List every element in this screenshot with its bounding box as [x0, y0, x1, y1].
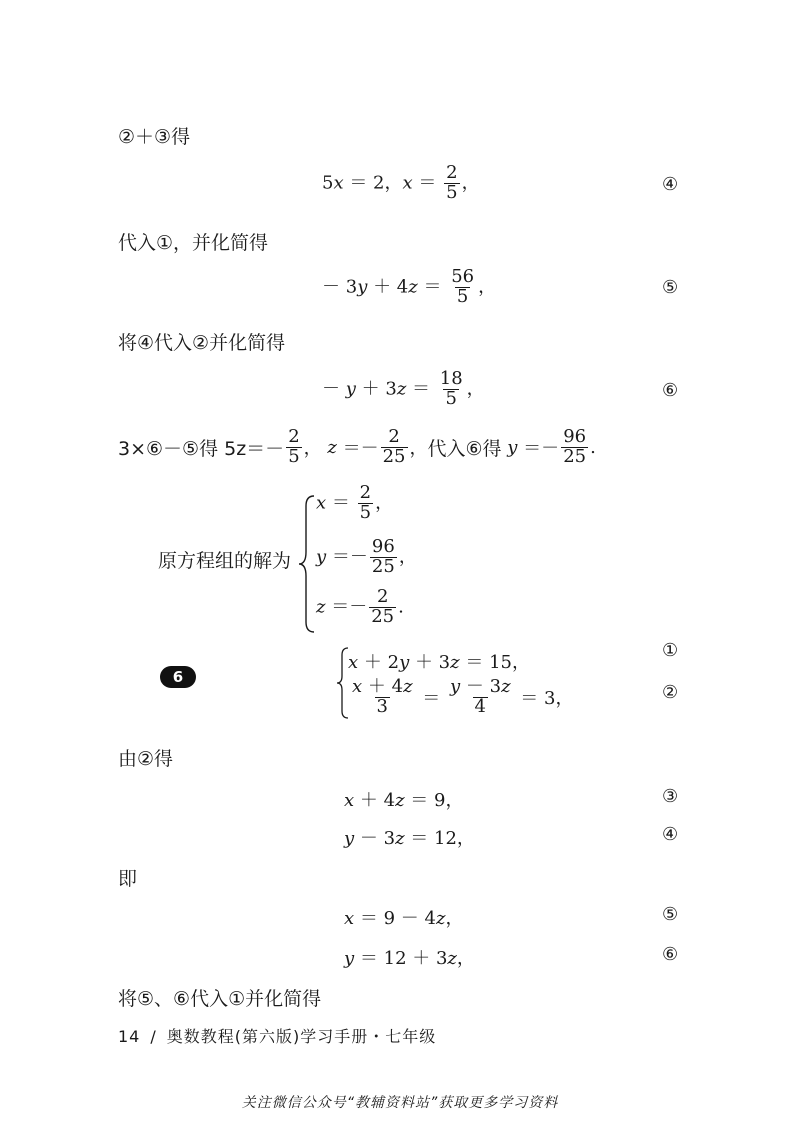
- equation-6: － y ＋ 3z ＝ $\frac{18}{5}$ ，: [322, 368, 485, 409]
- problem-number-badge: 6: [160, 666, 196, 688]
- equation-marker-b3: ③: [662, 786, 679, 807]
- system-eq-1: x ＋ 2y ＋ 3z ＝ 15，: [348, 652, 530, 673]
- text-line-5: 由②得: [118, 748, 174, 770]
- solution-z: z ＝－ $\frac{2}{25}$ .: [316, 586, 404, 627]
- text-line-4-mid: 代入⑥得: [427, 437, 502, 460]
- equation-5: － 3y ＋ 4z ＝ $\frac{56}{5}$ ，: [322, 266, 497, 307]
- equation-4: 5x ＝ 2，x ＝ $\frac{2}{5}$ ，: [322, 162, 480, 203]
- equation-marker-6: ⑥: [662, 380, 679, 401]
- solution-label: 原方程组的解为: [158, 550, 292, 572]
- system-marker-1: ①: [662, 640, 679, 661]
- page-number: 14: [118, 1027, 141, 1046]
- solution-x: x ＝ $\frac{2}{5}$ ，: [316, 482, 394, 523]
- text-line-4: 3×⑥－⑤得 5z＝－ $\frac{2}{5}$ ， z ＝－ $\frac{2}{25}$ ， 代入⑥得 y ＝－ $\frac{96}{25}$ .: [118, 426, 596, 467]
- equation-marker-b4: ④: [662, 824, 679, 845]
- text-line-1: ②＋③得: [118, 126, 191, 148]
- equation-b5: x ＝ 9 － 4z，: [344, 908, 464, 929]
- book-title: 奥数教程(第六版)学习手册・七年级: [166, 1027, 437, 1046]
- text-line-6: 即: [118, 868, 138, 890]
- solution-y: y ＝－ $\frac{96}{25}$ ，: [316, 536, 417, 577]
- text-line-7: 将⑤、⑥代入①并化简得: [118, 988, 322, 1010]
- system-eq-2: $\frac{x + 4z}{3}$ ＝ $\frac{y - 3z}{4}$ ＝ 3，: [352, 676, 574, 717]
- page-footer: [118, 1024, 436, 1047]
- equation-b3: x ＋ 4z ＝ 9，: [344, 790, 464, 811]
- equation-marker-b6: ⑥: [662, 944, 679, 965]
- equation-b4: y － 3z ＝ 12，: [344, 828, 475, 849]
- left-brace-icon: [298, 494, 316, 634]
- equation-marker-5: ⑤: [662, 277, 679, 298]
- equation-marker-4: ④: [662, 174, 679, 195]
- equation-b6: y ＝ 12 ＋ 3z，: [344, 948, 475, 969]
- text-line-3: 将④代入②并化简得: [118, 332, 286, 354]
- text-line-2: 代入①，并化简得: [118, 232, 269, 254]
- text-line-4-lead: 3×⑥－⑤得 5z＝－: [118, 437, 285, 460]
- equation-marker-b5: ⑤: [662, 904, 679, 925]
- watermark-text: 关注微信公众号“教辅资料站”获取更多学习资料: [241, 1095, 559, 1111]
- system-marker-2: ②: [662, 682, 679, 703]
- footer-separator: /: [150, 1027, 157, 1046]
